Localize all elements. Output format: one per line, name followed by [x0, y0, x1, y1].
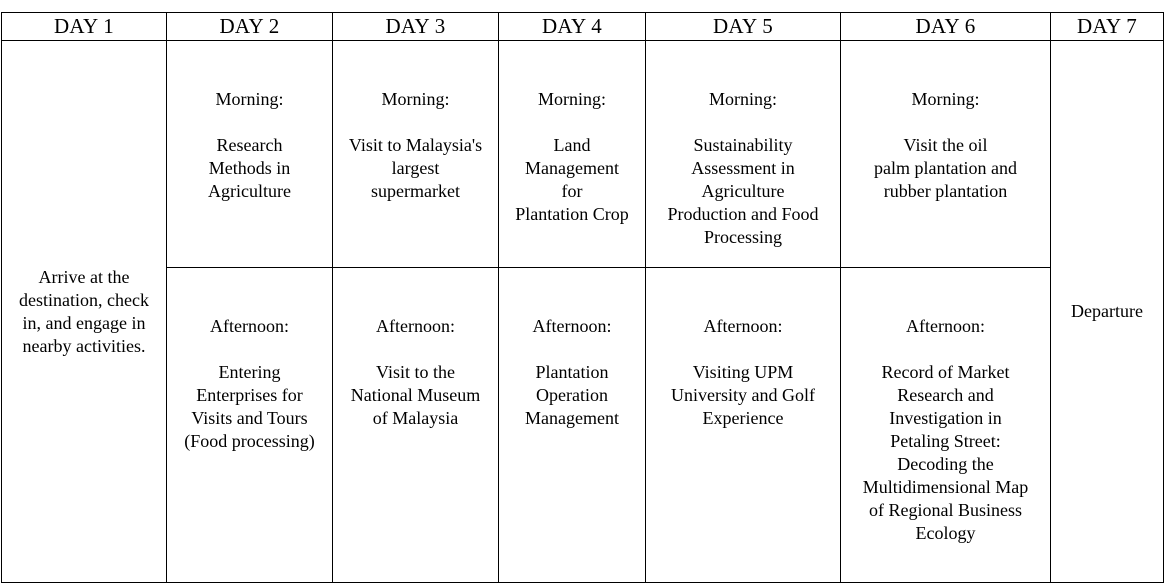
- activity-line: of Regional Business: [869, 500, 1022, 520]
- activity-line: Management: [525, 158, 619, 178]
- activity-line: Investigation in: [889, 408, 1002, 428]
- activity-line: National Museum: [350, 385, 481, 405]
- activity-line: Multidimensional Map: [862, 477, 1029, 497]
- activity-line: Decoding the: [897, 454, 994, 474]
- morning-label: Morning:: [537, 89, 606, 109]
- activity-line: Production and Food: [667, 204, 819, 224]
- morning-label: Morning:: [215, 89, 284, 109]
- afternoon-cell-day3: [333, 268, 499, 583]
- day-header-4: DAY 4: [499, 13, 646, 41]
- morning-label: Morning:: [708, 89, 777, 109]
- activity-line: Research and: [897, 385, 994, 405]
- activity-line: Assessment in: [691, 158, 795, 178]
- day-header-1: DAY 1: [2, 13, 167, 41]
- afternoon-label: Afternoon:: [532, 316, 612, 336]
- activity-line: Enterprises for: [196, 385, 303, 405]
- activity-line: largest: [391, 158, 440, 178]
- activity-line: rubber plantation: [883, 181, 1008, 201]
- activity-line: University and Golf: [671, 385, 815, 405]
- activity-line: Management: [525, 408, 619, 428]
- activity-line: Ecology: [915, 523, 976, 543]
- afternoon-cell-day2: [167, 268, 333, 583]
- afternoon-cell-day5: [646, 268, 841, 583]
- activity-line: Experience: [702, 408, 784, 428]
- activity-line: Visit to Malaysia's: [348, 135, 483, 155]
- activity-line: Petaling Street:: [890, 431, 1001, 451]
- header-row: [2, 13, 1164, 41]
- morning-row: [2, 41, 1164, 268]
- activity-line: Record of Market: [881, 362, 1010, 382]
- activity-line: Visit to the: [376, 362, 455, 382]
- activity-line: Visiting UPM: [692, 362, 794, 382]
- afternoon-cell-day4: [499, 268, 646, 583]
- departure-text: Departure: [1071, 301, 1143, 321]
- afternoon-label: Afternoon:: [703, 316, 783, 336]
- afternoon-cell-day6: [841, 268, 1051, 583]
- day1-text: [2, 266, 166, 358]
- day-header-5: DAY 5: [646, 13, 841, 41]
- activity-line: Research: [216, 135, 283, 155]
- day-header-3: DAY 3: [333, 13, 499, 41]
- day7-cell: [1051, 41, 1164, 583]
- afternoon-row: [2, 268, 1164, 583]
- activity-line: of Malaysia: [372, 408, 459, 428]
- morning-cell-day5: [646, 41, 841, 268]
- itinerary-table-container: [1, 12, 1163, 583]
- day-header-2: DAY 2: [167, 13, 333, 41]
- morning-cell-day3: [333, 41, 499, 268]
- activity-line: palm plantation and: [874, 158, 1017, 178]
- morning-cell-day4: [499, 41, 646, 268]
- activity-line: Agriculture: [208, 181, 291, 201]
- day1-cell: [2, 41, 167, 583]
- activity-line: Visit the oil: [903, 135, 988, 155]
- activity-line: supermarket: [371, 181, 460, 201]
- activity-line: Plantation Crop: [515, 204, 629, 224]
- activity-line: for: [561, 181, 583, 201]
- day-header-7: DAY 7: [1051, 13, 1164, 41]
- activity-line: Visits and Tours: [191, 408, 308, 428]
- itinerary-table: [1, 12, 1164, 583]
- day1-line: nearby activities.: [22, 335, 146, 356]
- day1-line: destination, check: [19, 289, 149, 310]
- day-header-6: DAY 6: [841, 13, 1051, 41]
- day1-line: in, and engage in: [22, 312, 146, 333]
- morning-label: Morning:: [381, 89, 450, 109]
- day1-line: Arrive at the: [38, 266, 130, 287]
- afternoon-label: Afternoon:: [906, 316, 985, 336]
- activity-line: Land: [553, 135, 591, 155]
- activity-line: Processing: [704, 227, 782, 247]
- afternoon-label: Afternoon:: [210, 316, 289, 336]
- morning-label: Morning:: [911, 89, 980, 109]
- activity-line: (Food processing): [184, 431, 315, 451]
- activity-line: Agriculture: [701, 181, 785, 201]
- activity-line: Sustainability: [693, 135, 793, 155]
- morning-cell-day2: [167, 41, 333, 268]
- morning-cell-day6: [841, 41, 1051, 268]
- activity-line: Plantation: [535, 362, 609, 382]
- activity-line: Methods in: [208, 158, 291, 178]
- afternoon-label: Afternoon:: [376, 316, 455, 336]
- activity-line: Operation: [536, 385, 608, 405]
- activity-line: Entering: [218, 362, 281, 382]
